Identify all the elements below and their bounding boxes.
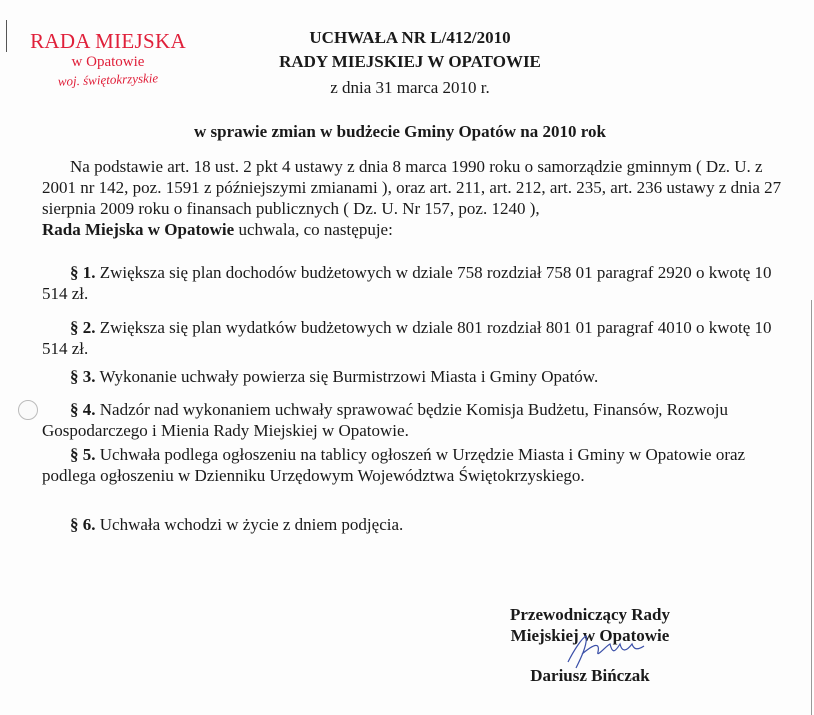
paragraph-3-text: Wykonanie uchwały powierza się Burmistrzowi Miasta i Gminy Opatów. bbox=[95, 367, 599, 386]
paragraph-2-text: Zwiększa się plan wydatków budżetowych w dziale 801 rozdział 801 01 paragraf 4010 o kwotę 10 514 zł. bbox=[42, 318, 772, 358]
council-stamp bbox=[28, 29, 188, 89]
paragraph-6-text: Uchwała wchodzi w życie z dniem podjęcia. bbox=[95, 515, 404, 534]
paragraph-4-mark: § 4. bbox=[70, 400, 96, 419]
paragraph-1 bbox=[42, 262, 782, 304]
paragraph-5-text: Uchwała podlega ogłoszeniu na tablicy ogłoszeń w Urzędzie Miasta i Gminy w Opatowie oraz podlega ogłoszeniu w Dzienniku Urzędowym Województwa Świętokrzyskiego. bbox=[42, 445, 746, 485]
paragraph-5 bbox=[42, 444, 782, 486]
paragraph-5-mark: § 5. bbox=[70, 445, 96, 464]
stamp-line-3: woj. świętokrzyskie bbox=[57, 70, 159, 89]
paragraph-6 bbox=[42, 514, 782, 535]
preamble bbox=[42, 156, 782, 240]
stamp-line-2: w Opatowie bbox=[71, 54, 145, 71]
scan-edge-mark bbox=[6, 20, 7, 52]
signature-title-1: Przewodniczący Rady bbox=[509, 605, 671, 624]
paragraph-3 bbox=[42, 366, 782, 387]
stamp-line-1: RADA MIEJSKA bbox=[30, 29, 186, 53]
paragraph-2 bbox=[42, 317, 782, 359]
resolution-subject: w sprawie zmian w budżecie Gminy Opatów na 2010 rok bbox=[194, 122, 606, 141]
scan-edge-mark-right bbox=[811, 300, 812, 715]
paragraph-3-mark: § 3. bbox=[70, 367, 96, 386]
resolution-title: UCHWAŁA NR L/412/2010 bbox=[309, 28, 511, 47]
resolution-date: z dnia 31 marca 2010 r. bbox=[330, 78, 490, 97]
preamble-text: Na podstawie art. 18 ust. 2 pkt 4 ustawy z dnia 8 marca 1990 roku o samorządzie gminnym ( Dz. U. z 2001 nr 142, poz. 1591 z późniejszymi zmianami ), oraz art. 211, art. 212, art. 235, art. 236 ustawy z dnia 27 sierpnia 2009 roku o finansach publicznych ( Dz. U. Nr 157, poz. 1240 ), bbox=[42, 157, 782, 218]
paragraph-1-text: Zwiększa się plan dochodów budżetowych w dziale 758 rozdział 758 01 paragraf 2920 o kwotę 10 514 zł. bbox=[42, 263, 772, 303]
preamble-ending: uchwala, co następuje: bbox=[234, 220, 393, 239]
punch-hole bbox=[18, 400, 38, 420]
paragraph-6-mark: § 6. bbox=[70, 515, 96, 534]
paragraph-1-mark: § 1. bbox=[70, 263, 96, 282]
handwritten-signature bbox=[560, 632, 650, 672]
signatory-name: Dariusz Bińczak bbox=[530, 666, 650, 685]
paragraph-2-mark: § 2. bbox=[70, 318, 96, 337]
signature-title-2: Miejskiej w Opatowie bbox=[510, 626, 670, 645]
preamble-council: Rada Miejska w Opatowie bbox=[42, 220, 235, 239]
paragraph-4 bbox=[42, 399, 782, 441]
paragraph-4-text: Nadzór nad wykonaniem uchwały sprawować będzie Komisja Budżetu, Finansów, Rozwoju Gospodarczego i Mienia Rady Miejskiej w Opatowie. bbox=[42, 400, 728, 440]
resolution-issuer: RADY MIEJSKIEJ W OPATOWIE bbox=[279, 52, 541, 71]
